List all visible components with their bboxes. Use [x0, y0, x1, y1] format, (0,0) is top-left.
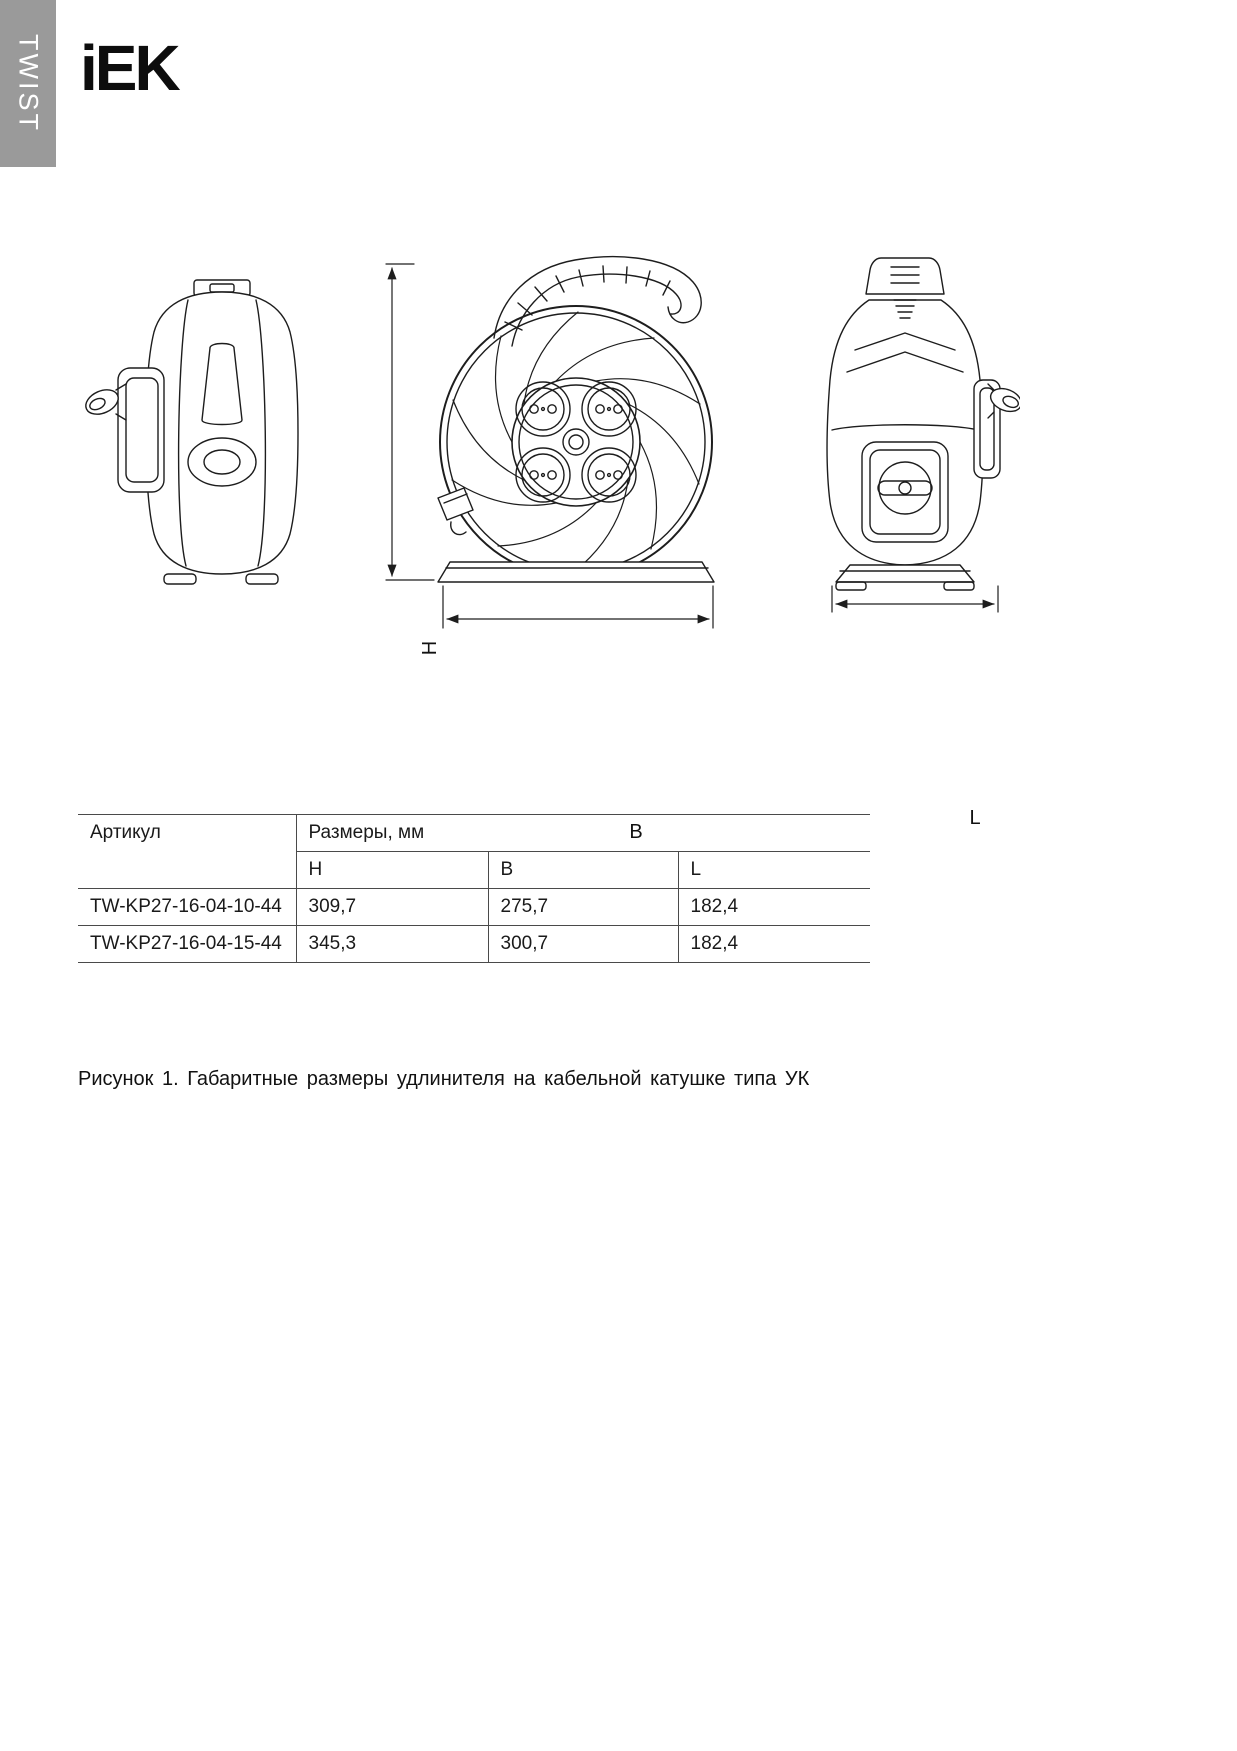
- iek-logo-text: iEK: [80, 32, 178, 104]
- column-header-l: L: [678, 852, 870, 889]
- cell-h: 345,3: [296, 926, 488, 963]
- cell-b: 275,7: [488, 889, 678, 926]
- cell-article: TW-KP27-16-04-15-44: [78, 926, 296, 963]
- dimension-label-h: H: [419, 640, 441, 656]
- table-row: [78, 926, 870, 963]
- side-view-right-drawing: [827, 258, 1020, 590]
- column-header-article: Артикул: [78, 815, 296, 889]
- table-row: [78, 889, 870, 926]
- cable-reel-technical-drawing: [60, 230, 1020, 650]
- table-header-row: [78, 815, 870, 852]
- dimensions-table: [78, 814, 870, 963]
- side-view-left-drawing: [82, 280, 298, 584]
- series-tab: [0, 0, 56, 167]
- front-view-drawing: [438, 257, 714, 582]
- iek-logo: [80, 32, 178, 104]
- dim-h-extension-lines: [386, 264, 434, 580]
- column-header-b: B: [488, 852, 678, 889]
- cell-l: 182,4: [678, 889, 870, 926]
- carry-handle: [494, 257, 701, 346]
- column-header-h: H: [296, 852, 488, 889]
- cell-l: 182,4: [678, 926, 870, 963]
- cell-article: TW-KP27-16-04-10-44: [78, 889, 296, 926]
- column-header-dimensions: Размеры, мм: [296, 815, 870, 852]
- dim-b-extension-lines: [443, 586, 713, 628]
- cell-b: 300,7: [488, 926, 678, 963]
- dimension-label-l: L: [969, 807, 981, 829]
- figure-caption: Рисунок 1. Габаритные размеры удлинителя на кабельной катушке типа УК: [78, 1068, 810, 1090]
- cable-clip: [438, 488, 473, 535]
- series-label: TWIST: [13, 34, 44, 133]
- cell-h: 309,7: [296, 889, 488, 926]
- dimension-label-b: B: [629, 821, 643, 843]
